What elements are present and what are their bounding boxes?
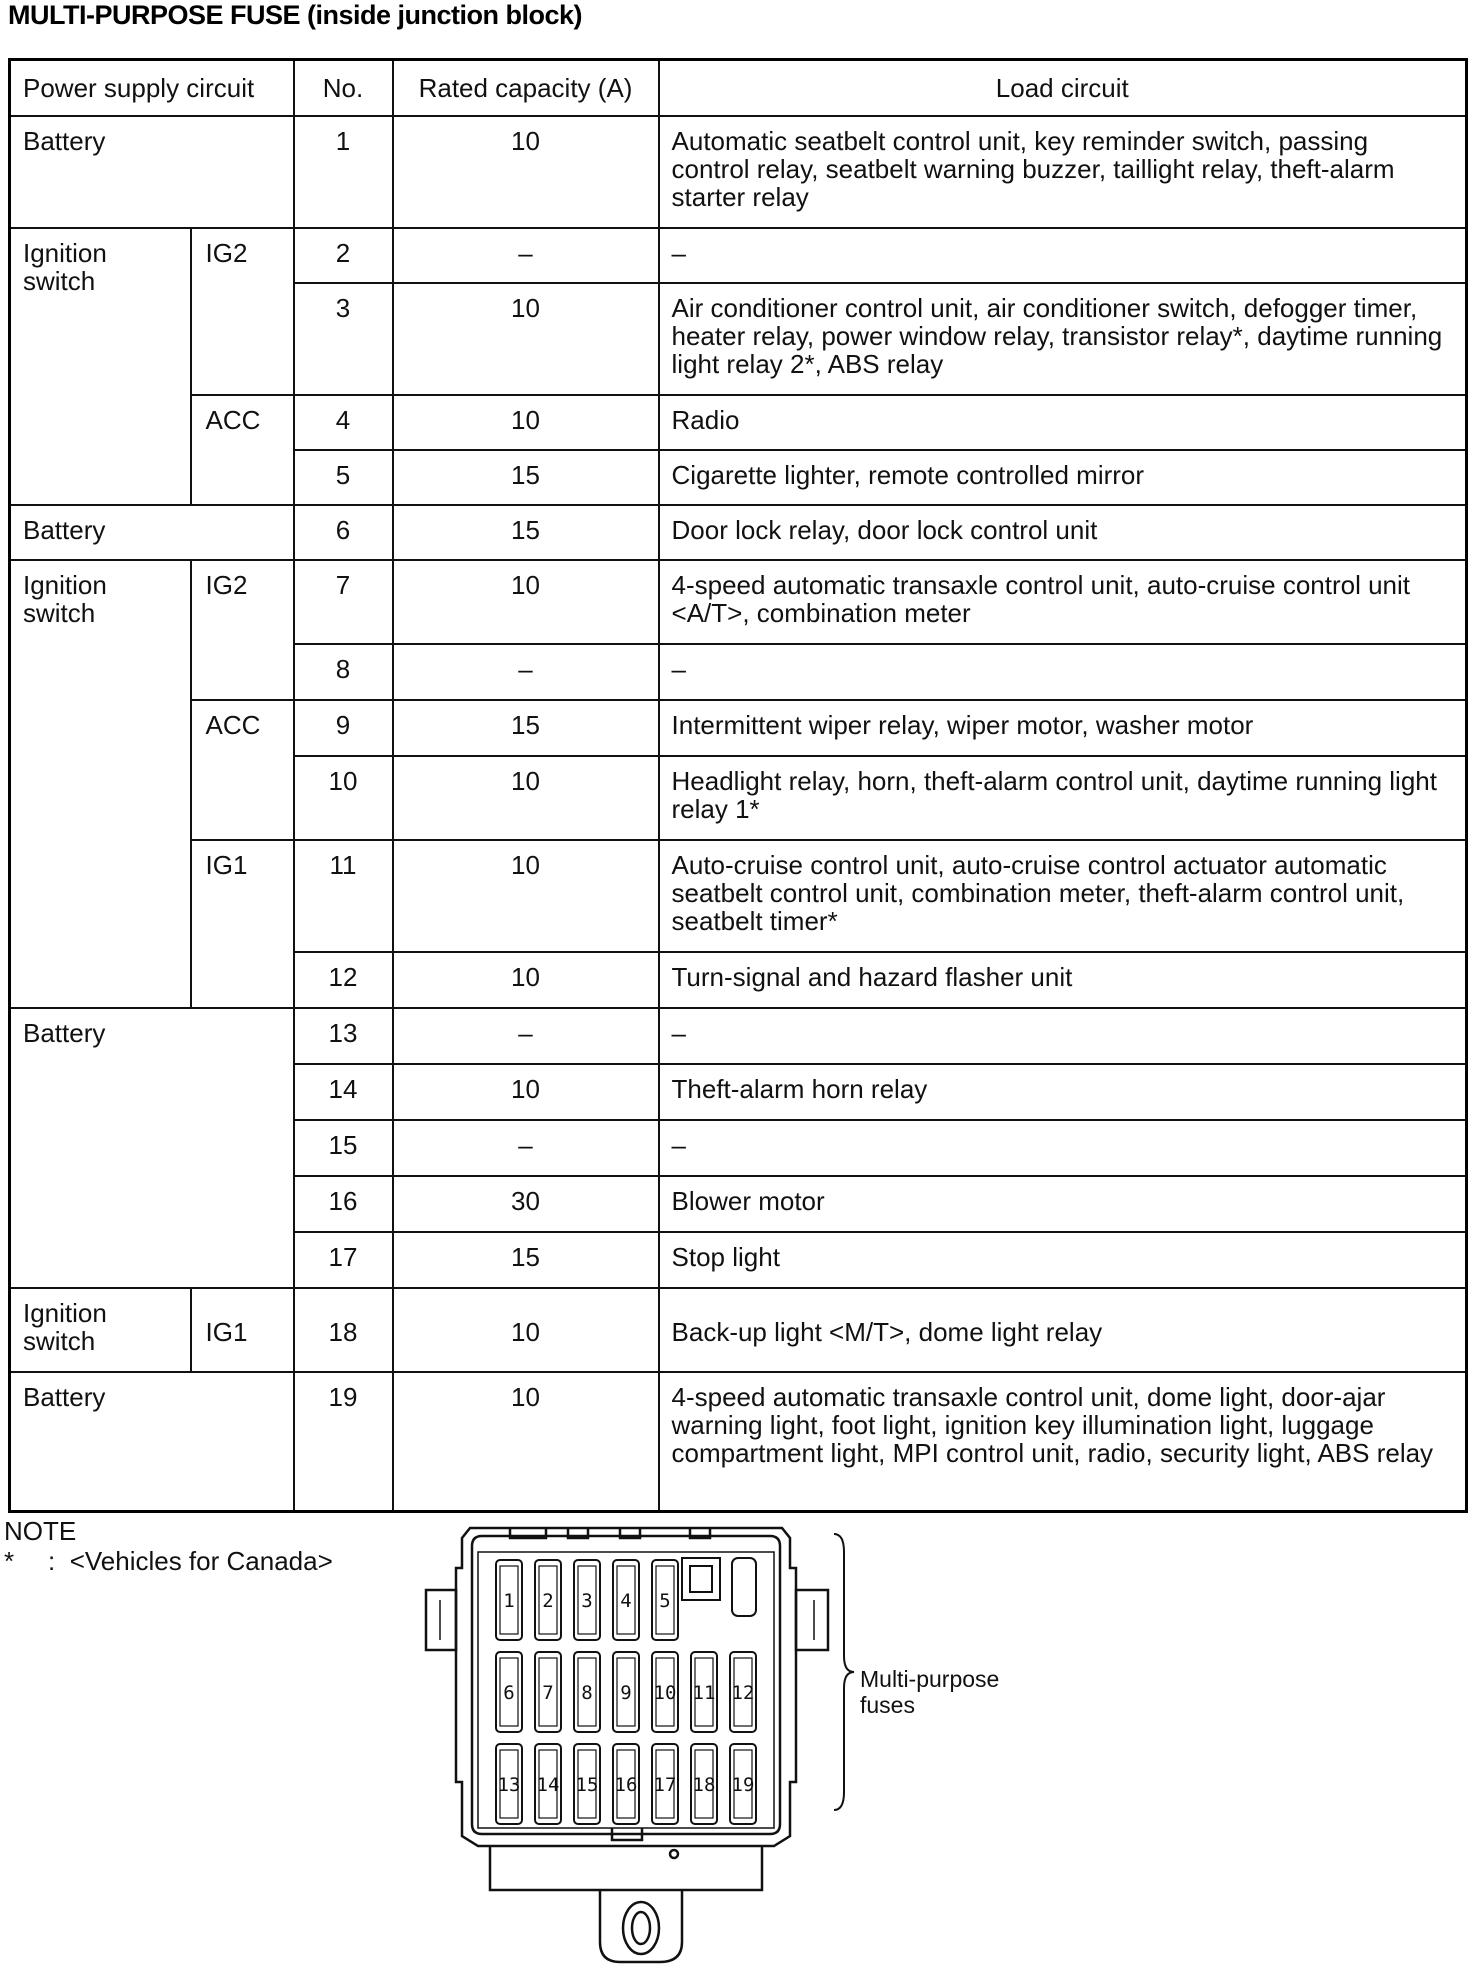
load-circuit: Automatic seatbelt control unit, key reminder switch, passing control relay, seatbelt warning buzzer, taillight relay, theft-alarm starter relay — [659, 116, 1467, 228]
load-circuit: Back-up light <M/T>, dome light relay — [659, 1288, 1467, 1372]
fuse-capacity: 10 — [393, 560, 659, 644]
table-row — [10, 505, 1467, 560]
fuse-slot-label: 7 — [542, 1682, 554, 1704]
group-battery: Battery — [10, 1008, 294, 1288]
fuse-slot-label: 13 — [497, 1774, 521, 1796]
load-circuit: 4-speed automatic transaxle control unit, dome light, door-ajar warning light, foot light, ignition key illumination light, luggage compartment light, MPI control unit, radio, security light, ABS relay — [659, 1372, 1467, 1512]
diagram-label — [860, 1666, 1030, 1718]
fuse-capacity: 10 — [393, 1064, 659, 1120]
fuse-slot-label: 14 — [536, 1774, 560, 1796]
fuse-capacity: 15 — [393, 505, 659, 560]
fuse-capacity: – — [393, 228, 659, 283]
fuse-slot — [535, 1560, 561, 1640]
note-line — [4, 1546, 333, 1576]
fuse-capacity: 15 — [393, 700, 659, 756]
fuse-slot — [730, 1652, 756, 1732]
group-acc: ACC — [191, 395, 294, 505]
fuse-slot-label: 9 — [620, 1682, 632, 1704]
load-circuit: – — [659, 644, 1467, 700]
header-load-circuit: Load circuit — [659, 60, 1467, 116]
brace-icon — [830, 1532, 858, 1812]
fuse-slot — [496, 1560, 522, 1640]
fuse-capacity: 15 — [393, 1232, 659, 1288]
group-ignition-switch: Ignition switch — [10, 560, 191, 1008]
load-circuit: Auto-cruise control unit, auto-cruise control actuator automatic seatbelt control unit, combination meter, theft-alarm control unit, seatbelt timer* — [659, 840, 1467, 952]
load-circuit: Intermittent wiper relay, wiper motor, washer motor — [659, 700, 1467, 756]
fuse-no: 4 — [294, 395, 393, 450]
group-ig1: IG1 — [191, 840, 294, 1008]
table-row — [10, 1008, 1467, 1064]
fuse-no: 7 — [294, 560, 393, 644]
relay-slot — [682, 1558, 756, 1616]
fuse-no: 14 — [294, 1064, 393, 1120]
fuse-slot-label: 4 — [620, 1590, 632, 1612]
fuse-no: 12 — [294, 952, 393, 1008]
fuse-slot-label: 10 — [653, 1682, 677, 1704]
header-rated-capacity: Rated capacity (A) — [393, 60, 659, 116]
fuse-capacity: 10 — [393, 116, 659, 228]
fuse-no: 2 — [294, 228, 393, 283]
note-text: <Vehicles for Canada> — [69, 1546, 333, 1576]
fuse-slot — [613, 1560, 639, 1640]
load-circuit: Door lock relay, door lock control unit — [659, 505, 1467, 560]
fuse-slot — [535, 1652, 561, 1732]
fuse-no: 19 — [294, 1372, 393, 1512]
fuse-capacity: 15 — [393, 450, 659, 505]
fuse-capacity: 10 — [393, 283, 659, 395]
table-row — [10, 116, 1467, 228]
load-circuit: Stop light — [659, 1232, 1467, 1288]
group-ig2: IG2 — [191, 228, 294, 395]
fuse-slot — [496, 1652, 522, 1732]
fuse-slot-label: 2 — [542, 1590, 554, 1612]
load-circuit: Turn-signal and hazard flasher unit — [659, 952, 1467, 1008]
fuse-slot-label: 8 — [581, 1682, 593, 1704]
fuse-slot — [652, 1560, 678, 1640]
fuse-no: 8 — [294, 644, 393, 700]
fuse-no: 10 — [294, 756, 393, 840]
fuse-no: 3 — [294, 283, 393, 395]
page-title: MULTI-PURPOSE FUSE (inside junction block) — [8, 0, 583, 30]
table-row — [10, 395, 1467, 450]
fuse-no: 11 — [294, 840, 393, 952]
fuse-slot-label: 3 — [581, 1590, 593, 1612]
fuse-no: 17 — [294, 1232, 393, 1288]
fuse-no: 13 — [294, 1008, 393, 1064]
fuse-no: 9 — [294, 700, 393, 756]
load-circuit: – — [659, 1008, 1467, 1064]
load-circuit: – — [659, 1120, 1467, 1176]
fuse-slot-label: 11 — [692, 1682, 716, 1704]
fuse-slot — [535, 1744, 561, 1824]
fuse-no: 5 — [294, 450, 393, 505]
table-row — [10, 560, 1467, 644]
group-acc: ACC — [191, 700, 294, 840]
fuse-slot — [574, 1744, 600, 1824]
fuse-slot — [691, 1744, 717, 1824]
table-row — [10, 1288, 1467, 1372]
fuse-no: 1 — [294, 116, 393, 228]
fuse-capacity: 10 — [393, 840, 659, 952]
note-separator: : — [48, 1546, 56, 1576]
table-row — [10, 840, 1467, 952]
fuse-capacity: – — [393, 1008, 659, 1064]
fuse-capacity: 10 — [393, 756, 659, 840]
fuse-slot-label: 19 — [731, 1774, 755, 1796]
fuse-slot-label: 5 — [659, 1590, 671, 1612]
table-row — [10, 700, 1467, 756]
fuse-no: 16 — [294, 1176, 393, 1232]
fuse-no: 6 — [294, 505, 393, 560]
fuse-slot — [652, 1744, 678, 1824]
load-circuit: Theft-alarm horn relay — [659, 1064, 1467, 1120]
fuse-capacity: 10 — [393, 1288, 659, 1372]
load-circuit: Blower motor — [659, 1176, 1467, 1232]
load-circuit: – — [659, 228, 1467, 283]
load-circuit: Cigarette lighter, remote controlled mirror — [659, 450, 1467, 505]
fuse-capacity: 30 — [393, 1176, 659, 1232]
load-circuit: Air conditioner control unit, air conditioner switch, defogger timer, heater relay, power window relay, transistor relay*, daytime running light relay 2*, ABS relay — [659, 283, 1467, 395]
load-circuit: 4-speed automatic transaxle control unit, auto-cruise control unit <A/T>, combination meter — [659, 560, 1467, 644]
group-ig1: IG1 — [191, 1288, 294, 1372]
fuse-slot — [730, 1744, 756, 1824]
fuse-slot — [691, 1652, 717, 1732]
group-ignition-switch: Ignition switch — [10, 1288, 191, 1372]
group-battery: Battery — [10, 116, 294, 228]
header-no: No. — [294, 60, 393, 116]
header-row — [10, 60, 1467, 116]
load-circuit: Radio — [659, 395, 1467, 450]
fuse-slot-label: 12 — [731, 1682, 755, 1704]
group-battery: Battery — [10, 505, 294, 560]
header-power-supply-circuit: Power supply circuit — [10, 60, 294, 116]
load-circuit: Headlight relay, horn, theft-alarm control unit, daytime running light relay 1* — [659, 756, 1467, 840]
group-ignition-switch: Ignition switch — [10, 228, 191, 505]
fuse-capacity: 10 — [393, 395, 659, 450]
fuse-slot-label: 16 — [614, 1774, 638, 1796]
fuse-capacity: – — [393, 644, 659, 700]
fuse-slot-label: 18 — [692, 1774, 716, 1796]
multi-purpose-fuses-label: Multi-purpose fuses — [860, 1666, 1000, 1718]
fuse-no: 15 — [294, 1120, 393, 1176]
fuse-slot — [574, 1652, 600, 1732]
fuse-slot — [574, 1560, 600, 1640]
fuse-slot-label: 1 — [503, 1590, 515, 1612]
note — [4, 1516, 333, 1576]
junction-block-diagram — [420, 1524, 840, 1978]
fuse-capacity: 10 — [393, 952, 659, 1008]
note-heading: NOTE — [4, 1516, 77, 1546]
fuse-no: 18 — [294, 1288, 393, 1372]
group-ig2: IG2 — [191, 560, 294, 700]
fuse-slot — [652, 1652, 678, 1732]
table-row — [10, 228, 1467, 283]
fuse-slot — [613, 1652, 639, 1732]
fuse-slot-label: 17 — [653, 1774, 677, 1796]
fuse-slot — [496, 1744, 522, 1824]
fuse-slot-label: 15 — [575, 1774, 599, 1796]
fuse-capacity: – — [393, 1120, 659, 1176]
fuse-slot-label: 6 — [503, 1682, 515, 1704]
fuse-capacity: 10 — [393, 1372, 659, 1512]
fuse-slot — [613, 1744, 639, 1824]
table-row — [10, 1372, 1467, 1512]
note-marker: * — [4, 1546, 15, 1576]
fuse-table — [8, 58, 1468, 1513]
group-battery: Battery — [10, 1372, 294, 1512]
